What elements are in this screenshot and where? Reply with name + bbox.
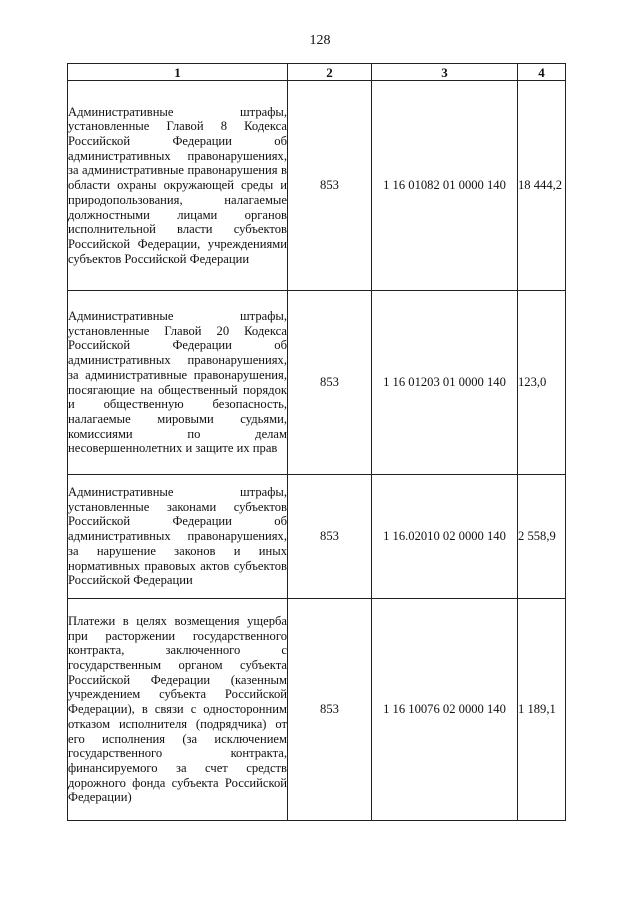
table-row xyxy=(68,475,566,599)
kbk-code-cell: 1 16 01082 01 0000 140 xyxy=(372,81,518,291)
table-header-row xyxy=(68,64,566,81)
description-cell xyxy=(68,475,288,599)
header-col-4: 4 xyxy=(518,64,566,81)
amount-cell: 18 444,2 xyxy=(518,81,566,291)
header-col-2: 2 xyxy=(288,64,372,81)
description-cell xyxy=(68,291,288,475)
description-text: Административные штрафы, установленные Главой 8 Кодекса Российской Федерации об административных правонарушениях, за административные правонарушения в области охраны окружающей среды и природопользования, налагаемые должностными лицами органов исполнительной власти субъектов Российской Федерации, учреждениями субъектов Российской Федерации xyxy=(68,104,287,266)
admin-code-cell: 853 xyxy=(288,475,372,599)
description-text: Административные штрафы, установленные Главой 20 Кодекса Российской Федерации об административных правонарушениях, за административные правонарушения, посягающие на общественный порядок и общественную безопасность, налагаемые мировыми судьями, комиссиями по делам несовершеннолетних и защите их прав xyxy=(68,308,287,456)
description-text: Платежи в целях возмещения ущерба при расторжении государственного контракта, заключенного с государственным органом субъекта Российской Федерации (казенным учреждением субъекта Российской Федерации), в связи с односторонним отказом исполнителя (подрядчика) от его исполнения (за исключением государственного контракта, финансируемого за счет средств дорожного фонда субъекта Российской Федерации) xyxy=(68,613,287,805)
table-row xyxy=(68,599,566,821)
amount-cell: 1 189,1 xyxy=(518,599,566,821)
amount-cell: 123,0 xyxy=(518,291,566,475)
revenue-table xyxy=(67,63,566,821)
table-row xyxy=(68,81,566,291)
kbk-code-cell: 1 16 10076 02 0000 140 xyxy=(372,599,518,821)
description-text: Административные штрафы, установленные законами субъектов Российской Федерации об административных правонарушениях, за нарушение законов и иных нормативных правовых актов субъектов Российской Федерации xyxy=(68,485,287,588)
page-number: 128 xyxy=(309,33,331,48)
table-row xyxy=(68,291,566,475)
amount-cell: 2 558,9 xyxy=(518,475,566,599)
header-col-3: 3 xyxy=(372,64,518,81)
description-cell xyxy=(68,599,288,821)
admin-code-cell: 853 xyxy=(288,599,372,821)
kbk-code-cell: 1 16.02010 02 0000 140 xyxy=(372,475,518,599)
description-cell xyxy=(68,81,288,291)
header-col-1: 1 xyxy=(68,64,288,81)
admin-code-cell: 853 xyxy=(288,291,372,475)
kbk-code-cell: 1 16 01203 01 0000 140 xyxy=(372,291,518,475)
admin-code-cell: 853 xyxy=(288,81,372,291)
